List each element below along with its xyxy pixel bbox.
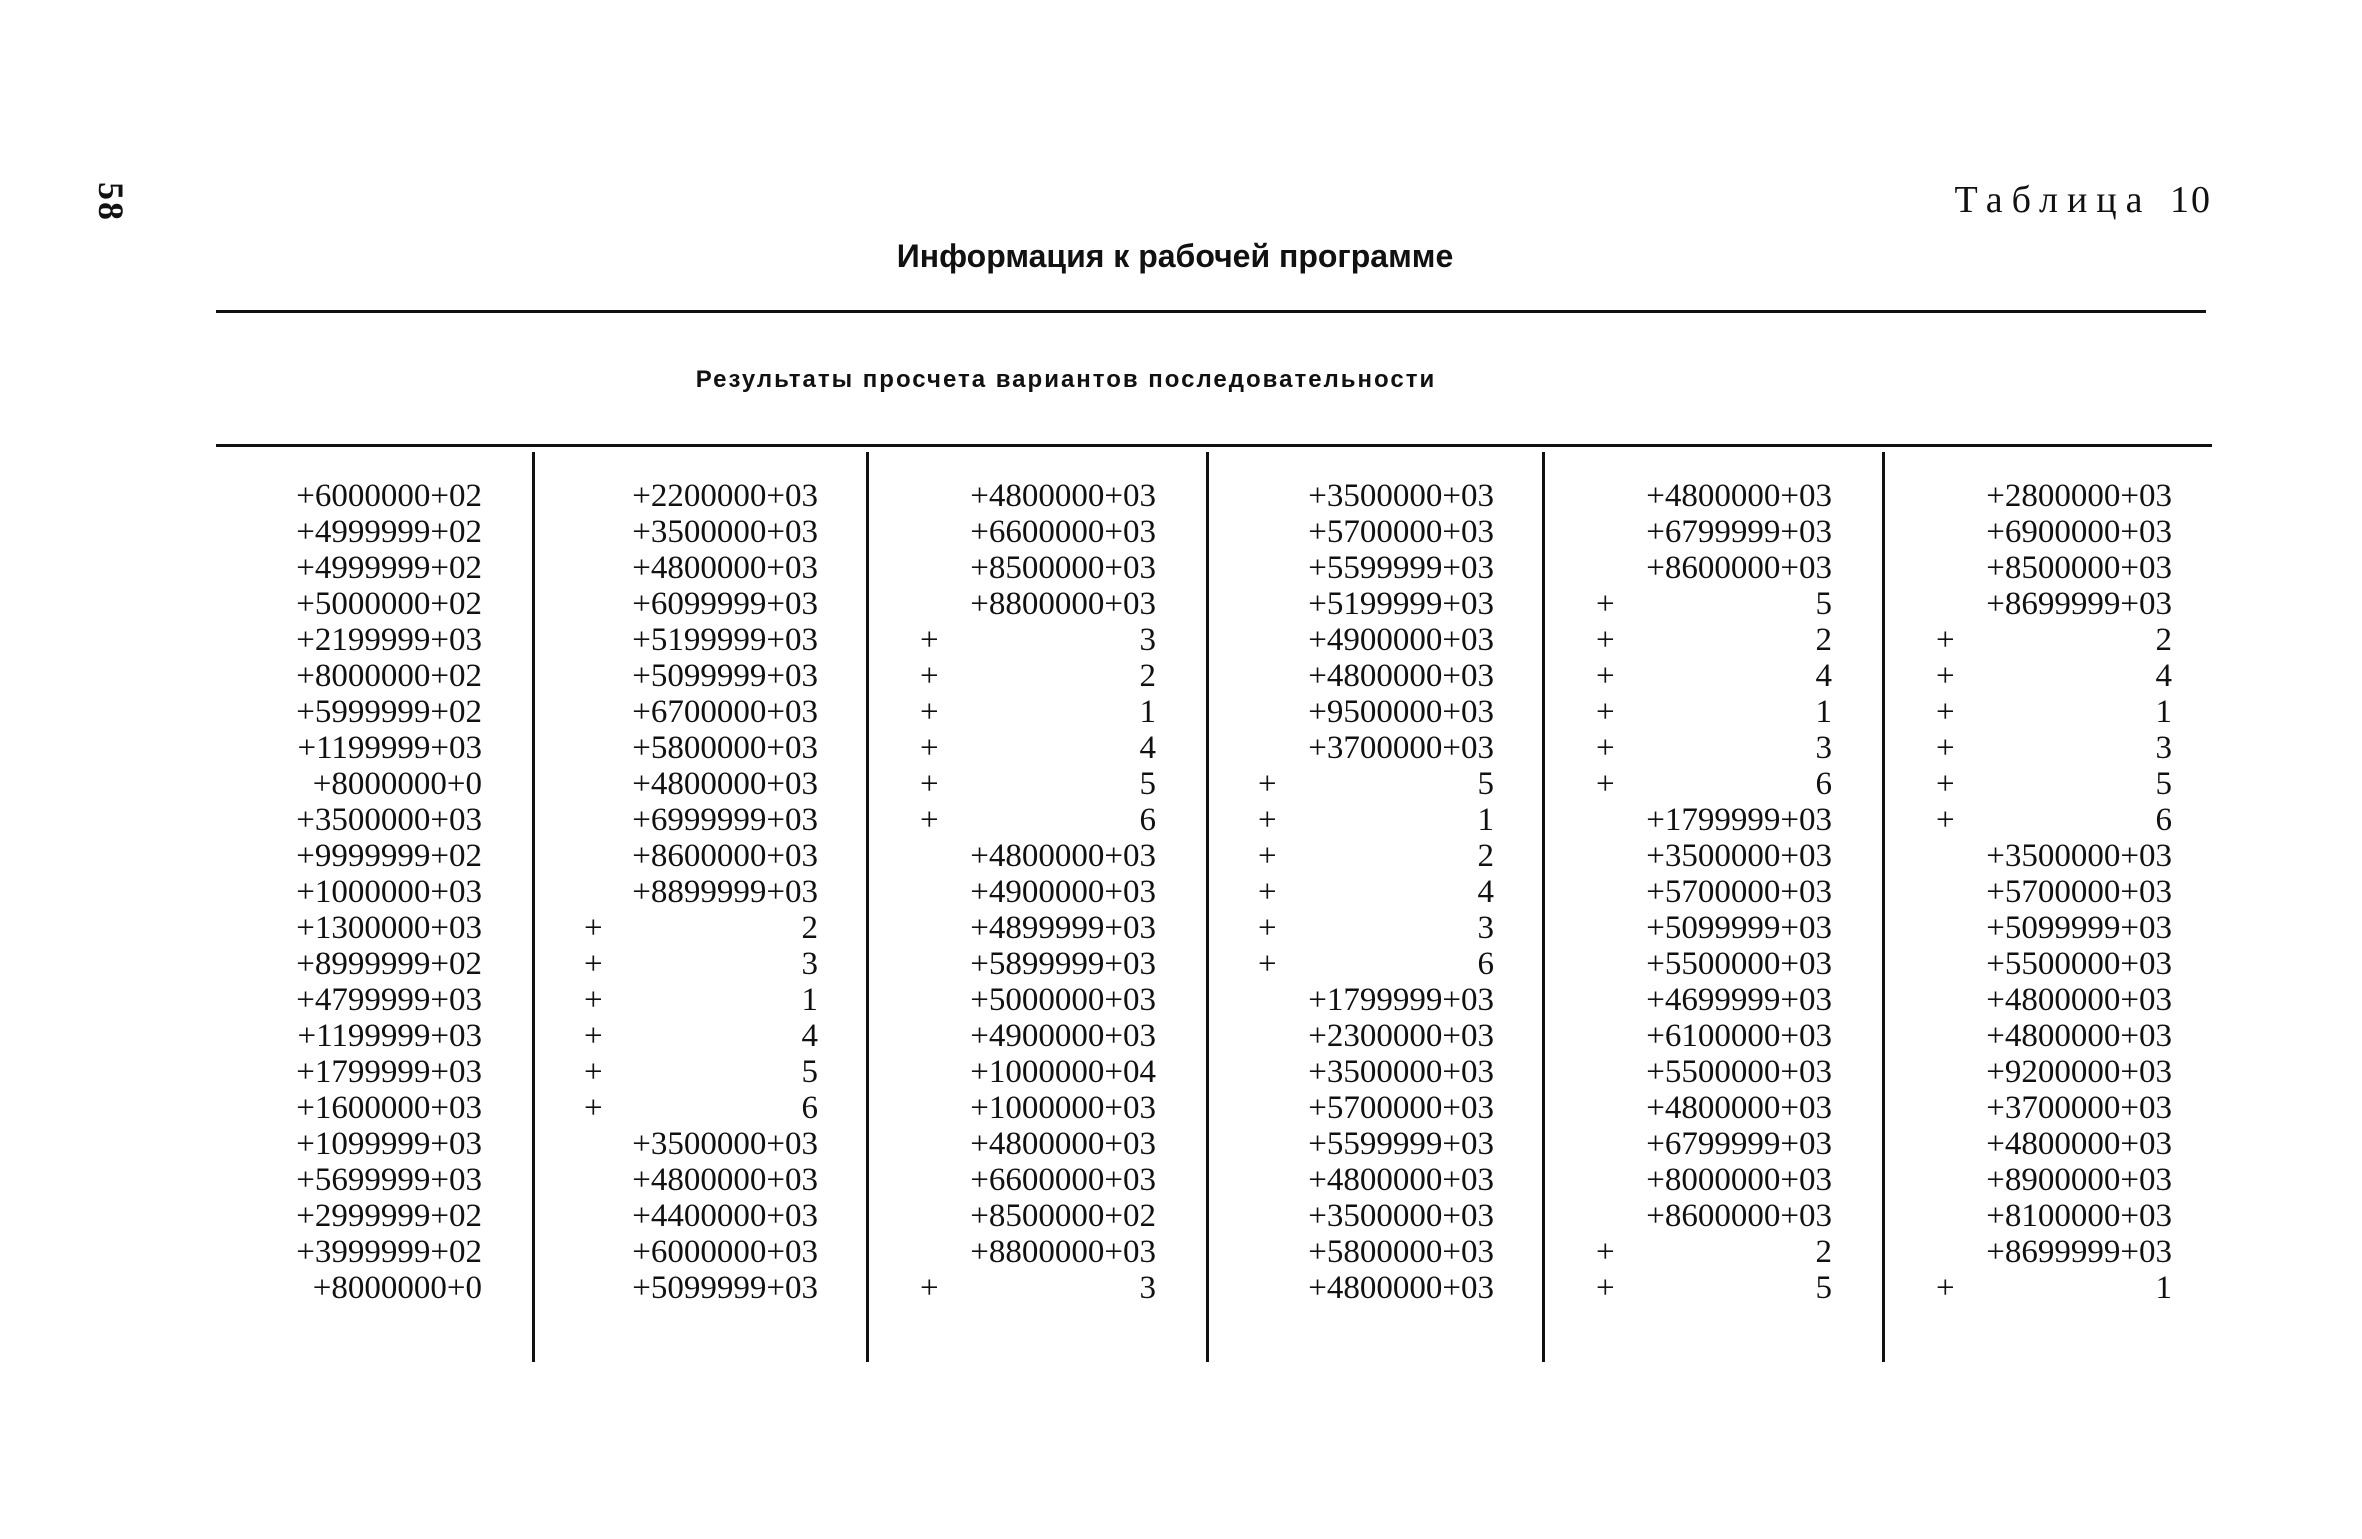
table-cell: + 4 bbox=[1258, 874, 1494, 910]
table-cell: +9200000+03 bbox=[1986, 1054, 2172, 1090]
table-cell: +5000000+03 bbox=[970, 982, 1156, 1018]
table-cell: +3999999+02 bbox=[296, 1234, 482, 1270]
table-cell: +6700000+03 bbox=[632, 694, 818, 730]
table-cell: +1600000+03 bbox=[296, 1090, 482, 1126]
table-cell: + 1 bbox=[1936, 1270, 2172, 1306]
table-cell: + 1 bbox=[1258, 802, 1494, 838]
table-cell: +5099999+03 bbox=[1646, 910, 1832, 946]
table-cell: +1300000+03 bbox=[296, 910, 482, 946]
table-cell: +5700000+03 bbox=[1986, 874, 2172, 910]
table-cell: +1799999+03 bbox=[296, 1054, 482, 1090]
column-5 bbox=[1596, 452, 1832, 1362]
table-cell: +6099999+03 bbox=[632, 586, 818, 622]
table-cell: +5700000+03 bbox=[1646, 874, 1832, 910]
table-cell: +8600000+03 bbox=[1646, 1198, 1832, 1234]
table-cell: +5000000+02 bbox=[296, 586, 482, 622]
table-cell: +4999999+02 bbox=[296, 550, 482, 586]
table-cell: +4800000+03 bbox=[632, 766, 818, 802]
table-cell: +2300000+03 bbox=[1308, 1018, 1494, 1054]
table-cell: +3500000+03 bbox=[1308, 1198, 1494, 1234]
table-cell: +4900000+03 bbox=[1308, 622, 1494, 658]
table-cell: + 5 bbox=[920, 766, 1156, 802]
table-cell: +4400000+03 bbox=[632, 1198, 818, 1234]
table-cell: +8000000+02 bbox=[296, 658, 482, 694]
table-cell: +5099999+03 bbox=[632, 1270, 818, 1306]
table-cell: +5199999+03 bbox=[1308, 586, 1494, 622]
page-number: 58 bbox=[91, 182, 131, 222]
table-cell: +4699999+03 bbox=[1646, 982, 1832, 1018]
table-cell: +5199999+03 bbox=[632, 622, 818, 658]
column-divider-4 bbox=[1542, 452, 1545, 1362]
document-title-text: Информация к рабочей программе bbox=[896, 238, 1454, 274]
column-1 bbox=[252, 452, 482, 1362]
table-cell: +3500000+03 bbox=[1308, 1054, 1494, 1090]
table-cell: + 6 bbox=[1258, 946, 1494, 982]
column-divider-2 bbox=[866, 452, 869, 1362]
table-cell: +5800000+03 bbox=[1308, 1234, 1494, 1270]
table-cell: +3700000+03 bbox=[1308, 730, 1494, 766]
column-3-list bbox=[920, 452, 1156, 1306]
table-cell: + 1 bbox=[1596, 694, 1832, 730]
table-cell: +5699999+03 bbox=[296, 1162, 482, 1198]
table-cell: + 6 bbox=[920, 802, 1156, 838]
table-cell: +5700000+03 bbox=[1308, 1090, 1494, 1126]
column-divider-5 bbox=[1882, 452, 1885, 1362]
header-rule bbox=[216, 444, 2212, 447]
table-cell: +8100000+03 bbox=[1986, 1198, 2172, 1234]
table-cell: + 5 bbox=[584, 1054, 818, 1090]
table-cell: + 6 bbox=[584, 1090, 818, 1126]
table-cell: +9500000+03 bbox=[1308, 694, 1494, 730]
table-cell: +8899999+03 bbox=[632, 874, 818, 910]
table-label-word: Таблица bbox=[1954, 179, 2152, 221]
table-cell: +8600000+03 bbox=[1646, 550, 1832, 586]
table-cell: + 5 bbox=[1936, 766, 2172, 802]
table-cell: +4800000+03 bbox=[970, 478, 1156, 514]
table-cell: +1000000+04 bbox=[970, 1054, 1156, 1090]
column-6-list bbox=[1936, 452, 2172, 1306]
table-cell: +8600000+03 bbox=[632, 838, 818, 874]
column-3 bbox=[920, 452, 1156, 1362]
table-cell: +8999999+02 bbox=[296, 946, 482, 982]
table-cell: +4800000+03 bbox=[1308, 1270, 1494, 1306]
table-cell: +2800000+03 bbox=[1986, 478, 2172, 514]
table-cell: + 2 bbox=[1596, 1234, 1832, 1270]
table-cell: + 3 bbox=[1596, 730, 1832, 766]
table-cell: +4800000+03 bbox=[1646, 1090, 1832, 1126]
table-cell: + 2 bbox=[1258, 838, 1494, 874]
table-cell: +6999999+03 bbox=[632, 802, 818, 838]
table-cell: +3500000+03 bbox=[1308, 478, 1494, 514]
table-cell: +2999999+02 bbox=[296, 1198, 482, 1234]
table-cell: +3500000+03 bbox=[632, 1126, 818, 1162]
table-cell: + 2 bbox=[584, 910, 818, 946]
table-cell: +5800000+03 bbox=[632, 730, 818, 766]
table-cell: +8500000+02 bbox=[970, 1198, 1156, 1234]
table-cell: +4800000+03 bbox=[1986, 1018, 2172, 1054]
table-cell: + 4 bbox=[920, 730, 1156, 766]
table-cell: +4800000+03 bbox=[632, 1162, 818, 1198]
table-cell: +6799999+03 bbox=[1646, 1126, 1832, 1162]
table-cell: +4900000+03 bbox=[970, 874, 1156, 910]
table-label bbox=[1954, 178, 2212, 222]
table-cell: +8000000+0 bbox=[312, 766, 482, 802]
table-cell: + 4 bbox=[584, 1018, 818, 1054]
table-cell: +8800000+03 bbox=[970, 1234, 1156, 1270]
table-cell: +8000000+0 bbox=[312, 1270, 482, 1306]
table-cell: +1199999+03 bbox=[297, 1018, 482, 1054]
table-cell: +4800000+03 bbox=[970, 1126, 1156, 1162]
document-title bbox=[0, 238, 2362, 275]
table-cell: +4800000+03 bbox=[1646, 478, 1832, 514]
table-cell: + 5 bbox=[1596, 1270, 1832, 1306]
table-cell: +3700000+03 bbox=[1986, 1090, 2172, 1126]
table-cell: +6000000+02 bbox=[296, 478, 482, 514]
table-cell: + 4 bbox=[1936, 658, 2172, 694]
top-rule bbox=[216, 310, 2206, 313]
table-cell: +5500000+03 bbox=[1646, 1054, 1832, 1090]
table-cell: +4800000+03 bbox=[1308, 658, 1494, 694]
table-cell: + 6 bbox=[1596, 766, 1832, 802]
table-cell: + 3 bbox=[920, 1270, 1156, 1306]
table-cell: +3500000+03 bbox=[296, 802, 482, 838]
column-2-list bbox=[584, 452, 818, 1306]
column-5-list bbox=[1596, 452, 1832, 1306]
column-2 bbox=[584, 452, 818, 1362]
table-cell: +1000000+03 bbox=[970, 1090, 1156, 1126]
table-cell: +3500000+03 bbox=[632, 514, 818, 550]
table-cell: +1799999+03 bbox=[1646, 802, 1832, 838]
table-cell: + 2 bbox=[920, 658, 1156, 694]
table-cell: +1099999+03 bbox=[296, 1126, 482, 1162]
table-cell: + 1 bbox=[920, 694, 1156, 730]
table-cell: +4800000+03 bbox=[1986, 982, 2172, 1018]
table-cell: + 5 bbox=[1596, 586, 1832, 622]
table-cell: +1199999+03 bbox=[297, 730, 482, 766]
column-divider-1 bbox=[532, 452, 535, 1362]
table-cell: + 1 bbox=[584, 982, 818, 1018]
table-cell: +8500000+03 bbox=[1986, 550, 2172, 586]
table-cell: +3500000+03 bbox=[1646, 838, 1832, 874]
table-cell: +3500000+03 bbox=[1986, 838, 2172, 874]
table-cell: +4799999+03 bbox=[296, 982, 482, 1018]
table-cell: +1799999+03 bbox=[1308, 982, 1494, 1018]
table-cell: +5099999+03 bbox=[1986, 910, 2172, 946]
table-cell: +4999999+02 bbox=[296, 514, 482, 550]
table-cell: +5700000+03 bbox=[1308, 514, 1494, 550]
results-table bbox=[216, 452, 2216, 1362]
table-cell: +4800000+03 bbox=[1308, 1162, 1494, 1198]
table-cell: +5500000+03 bbox=[1646, 946, 1832, 982]
table-cell: + 3 bbox=[1258, 910, 1494, 946]
table-cell: +4800000+03 bbox=[1986, 1126, 2172, 1162]
table-cell: +5999999+02 bbox=[296, 694, 482, 730]
table-cell: + 1 bbox=[1936, 694, 2172, 730]
table-cell: +5599999+03 bbox=[1308, 550, 1494, 586]
table-cell: + 4 bbox=[1596, 658, 1832, 694]
column-divider-3 bbox=[1206, 452, 1209, 1362]
column-4-list bbox=[1258, 452, 1494, 1306]
column-4 bbox=[1258, 452, 1494, 1362]
table-cell: +6799999+03 bbox=[1646, 514, 1832, 550]
table-cell: +4800000+03 bbox=[970, 838, 1156, 874]
table-cell: + 3 bbox=[1936, 730, 2172, 766]
table-subtitle: Результаты просчета вариантов последовательности bbox=[695, 366, 1437, 393]
table-cell: + 3 bbox=[920, 622, 1156, 658]
table-cell: + 2 bbox=[1596, 622, 1832, 658]
table-cell: +8699999+03 bbox=[1986, 1234, 2172, 1270]
table-cell: +2199999+03 bbox=[296, 622, 482, 658]
table-cell: +5500000+03 bbox=[1986, 946, 2172, 982]
table-cell: +4900000+03 bbox=[970, 1018, 1156, 1054]
table-cell: +8900000+03 bbox=[1986, 1162, 2172, 1198]
table-cell: + 3 bbox=[584, 946, 818, 982]
column-1-list bbox=[252, 452, 482, 1306]
table-label-number: 10 bbox=[2170, 179, 2212, 221]
table-cell: +1000000+03 bbox=[296, 874, 482, 910]
table-cell: +4800000+03 bbox=[632, 550, 818, 586]
table-cell: +6000000+03 bbox=[632, 1234, 818, 1270]
table-cell: +5099999+03 bbox=[632, 658, 818, 694]
table-cell: +9999999+02 bbox=[296, 838, 482, 874]
table-cell: + 2 bbox=[1936, 622, 2172, 658]
table-cell: +8699999+03 bbox=[1986, 586, 2172, 622]
table-cell: +6600000+03 bbox=[970, 1162, 1156, 1198]
table-cell: +5899999+03 bbox=[970, 946, 1156, 982]
table-cell: +8500000+03 bbox=[970, 550, 1156, 586]
column-6 bbox=[1936, 452, 2172, 1362]
table-cell: +4899999+03 bbox=[970, 910, 1156, 946]
table-cell: +2200000+03 bbox=[632, 478, 818, 514]
table-cell: +6600000+03 bbox=[970, 514, 1156, 550]
table-cell: +5599999+03 bbox=[1308, 1126, 1494, 1162]
table-cell: + 6 bbox=[1936, 802, 2172, 838]
table-cell: +6900000+03 bbox=[1986, 514, 2172, 550]
table-cell: +8000000+03 bbox=[1646, 1162, 1832, 1198]
table-cell: + 5 bbox=[1258, 766, 1494, 802]
table-cell: +8800000+03 bbox=[970, 586, 1156, 622]
table-cell: +6100000+03 bbox=[1646, 1018, 1832, 1054]
